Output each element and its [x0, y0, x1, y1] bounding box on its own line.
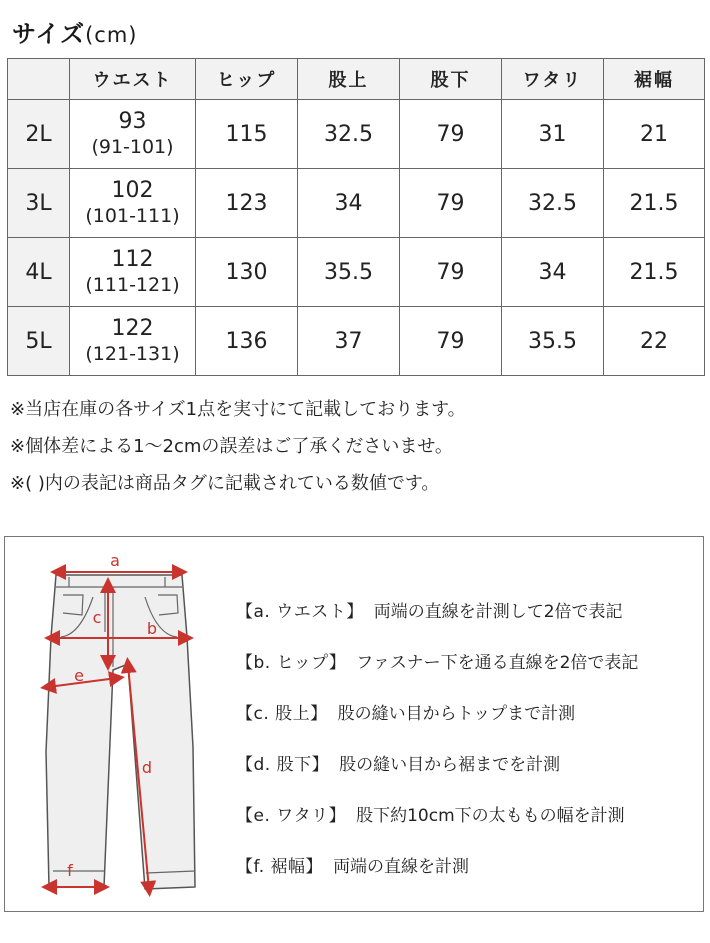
notes: [10, 391, 700, 502]
header-hem: 裾幅: [604, 59, 705, 100]
hip-value: 130: [196, 238, 298, 307]
hem-value: 22: [604, 307, 705, 376]
inseam-value: 79: [400, 100, 502, 169]
header-rise: 股上: [298, 59, 400, 100]
pants-outline: [46, 575, 195, 889]
legend-item: [236, 750, 696, 801]
thigh-value: 32.5: [502, 169, 604, 238]
header-inseam: 股下: [400, 59, 502, 100]
table-row: [8, 100, 705, 169]
table-row: [8, 238, 705, 307]
label-a: a: [110, 551, 120, 570]
note-line: ※( )内の表記は商品タグに記載されている数値です。: [10, 473, 440, 494]
label-f: f: [67, 861, 73, 880]
waist-value: 112: [111, 247, 154, 272]
size-label: 2L: [8, 100, 70, 169]
waist-cell: [70, 100, 196, 169]
waist-range: (121-131): [85, 343, 180, 365]
header-waist: ウエスト: [70, 59, 196, 100]
waist-cell: [70, 169, 196, 238]
hem-value: 21.5: [604, 169, 705, 238]
legend-item: [236, 597, 696, 648]
waist-value: 122: [111, 316, 154, 341]
size-label: 3L: [8, 169, 70, 238]
measurement-legend: [236, 597, 696, 903]
note-line: ※個体差による1〜2cmの誤差はご了承くださいませ。: [10, 436, 453, 457]
title-text: サイズ: [12, 20, 86, 48]
waist-value: 102: [111, 178, 154, 203]
note-line: ※当店在庫の各サイズ1点を実寸にて記載しております。: [10, 399, 466, 420]
legend-desc: ファスナー下を通る直線を2倍で表記: [356, 653, 639, 673]
header-corner: [8, 59, 70, 100]
title-unit: (cm): [85, 23, 138, 47]
thigh-value: 31: [502, 100, 604, 169]
size-table: [7, 58, 705, 376]
hip-value: 123: [196, 169, 298, 238]
legend-key: 【c. 股上】: [236, 704, 328, 724]
table-row: [8, 307, 705, 376]
table-row: [8, 169, 705, 238]
legend-key: 【f. 裾幅】: [236, 857, 324, 877]
inseam-value: 79: [400, 169, 502, 238]
legend-key: 【d. 股下】: [236, 755, 330, 775]
waist-range: (111-121): [85, 274, 180, 296]
label-c: c: [92, 608, 102, 627]
hem-value: 21: [604, 100, 705, 169]
rise-value: 32.5: [298, 100, 400, 169]
legend-item: [236, 801, 696, 852]
page-title: [12, 14, 137, 49]
header-hip: ヒップ: [196, 59, 298, 100]
legend-item: [236, 852, 696, 903]
label-d: d: [141, 758, 153, 777]
rise-value: 34: [298, 169, 400, 238]
legend-item: [236, 648, 696, 699]
legend-key: 【b. ヒップ】: [236, 653, 347, 673]
legend-desc: 股の縫い目からトップまで計測: [337, 704, 576, 724]
label-b: b: [146, 619, 158, 638]
hip-value: 115: [196, 100, 298, 169]
legend-desc: 股の縫い目から裾までを計測: [339, 755, 561, 775]
thigh-value: 35.5: [502, 307, 604, 376]
thigh-value: 34: [502, 238, 604, 307]
waist-range: (91-101): [91, 136, 174, 158]
size-label: 5L: [8, 307, 70, 376]
hip-value: 136: [196, 307, 298, 376]
legend-desc: 両端の直線を計測して2倍で表記: [373, 602, 623, 622]
inseam-value: 79: [400, 307, 502, 376]
header-thigh: ワタリ: [502, 59, 604, 100]
table-header-row: [8, 59, 705, 100]
legend-desc: 両端の直線を計測: [333, 857, 470, 877]
legend-key: 【a. ウエスト】: [236, 602, 364, 622]
inseam-value: 79: [400, 238, 502, 307]
legend-desc: 股下約10cm下の太ももの幅を計測: [356, 806, 625, 826]
waist-cell: [70, 307, 196, 376]
legend-item: [236, 699, 696, 750]
waist-range: (101-111): [85, 205, 180, 227]
label-e: e: [74, 666, 84, 685]
waist-value: 93: [118, 109, 147, 134]
rise-value: 37: [298, 307, 400, 376]
legend-key: 【e. ワタリ】: [236, 806, 347, 826]
waist-cell: [70, 238, 196, 307]
pants-diagram: [5, 537, 235, 909]
size-label: 4L: [8, 238, 70, 307]
rise-value: 35.5: [298, 238, 400, 307]
hem-value: 21.5: [604, 238, 705, 307]
